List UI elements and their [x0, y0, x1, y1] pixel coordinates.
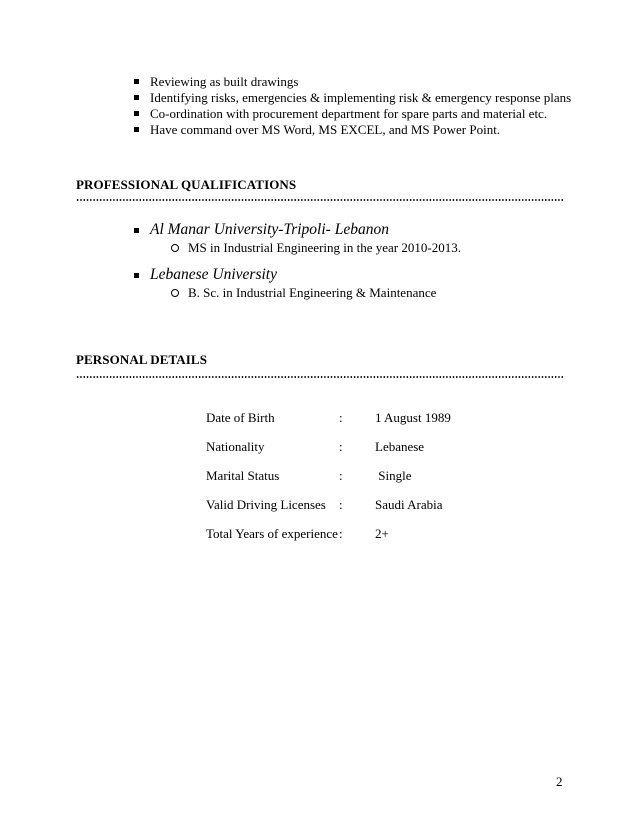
detail-value: Lebanese: [375, 439, 425, 454]
detail-value: Single: [375, 468, 412, 483]
detail-label: Nationality: [206, 439, 265, 454]
university-name: Al Manar University-Tripoli- Lebanon: [134, 221, 461, 239]
list-item: Identifying risks, emergencies & implementing risk & emergency response plans: [134, 90, 614, 106]
detail-value: 1 August 1989: [375, 410, 451, 425]
detail-label: Valid Driving Licenses: [206, 497, 326, 512]
list-item: Reviewing as built drawings: [134, 74, 614, 90]
page-number: 2: [556, 774, 563, 789]
university-name: Lebanese University: [134, 266, 436, 284]
detail-value: Saudi Arabia: [375, 497, 443, 512]
qualification-item: [134, 266, 436, 300]
degree-text: MS in Industrial Engineering in the year 2010-2013.: [171, 240, 461, 255]
personal-details-heading: PERSONAL DETAILS: [76, 352, 208, 367]
detail-colon: :: [339, 439, 343, 454]
list-item: Co-ordination with procurement department for spare parts and material etc.: [134, 106, 614, 122]
detail-label: Date of Birth: [206, 410, 275, 425]
detail-colon: :: [339, 410, 343, 425]
responsibilities-list: [134, 74, 614, 138]
degree-text: B. Sc. in Industrial Engineering & Maintenance: [171, 285, 436, 300]
detail-value: 2+: [375, 526, 389, 541]
detail-colon: :: [339, 468, 343, 483]
detail-label: Total Years of experience: [206, 526, 338, 541]
qualifications-heading: PROFESSIONAL QUALIFICATIONS: [76, 177, 297, 192]
detail-label: Marital Status: [206, 468, 280, 483]
qualification-item: [134, 221, 461, 255]
list-item: Have command over MS Word, MS EXCEL, and MS Power Point.: [134, 122, 614, 138]
detail-colon: :: [339, 526, 343, 541]
dotted-divider: [76, 376, 564, 378]
detail-colon: :: [339, 497, 343, 512]
dotted-divider: [76, 199, 564, 201]
